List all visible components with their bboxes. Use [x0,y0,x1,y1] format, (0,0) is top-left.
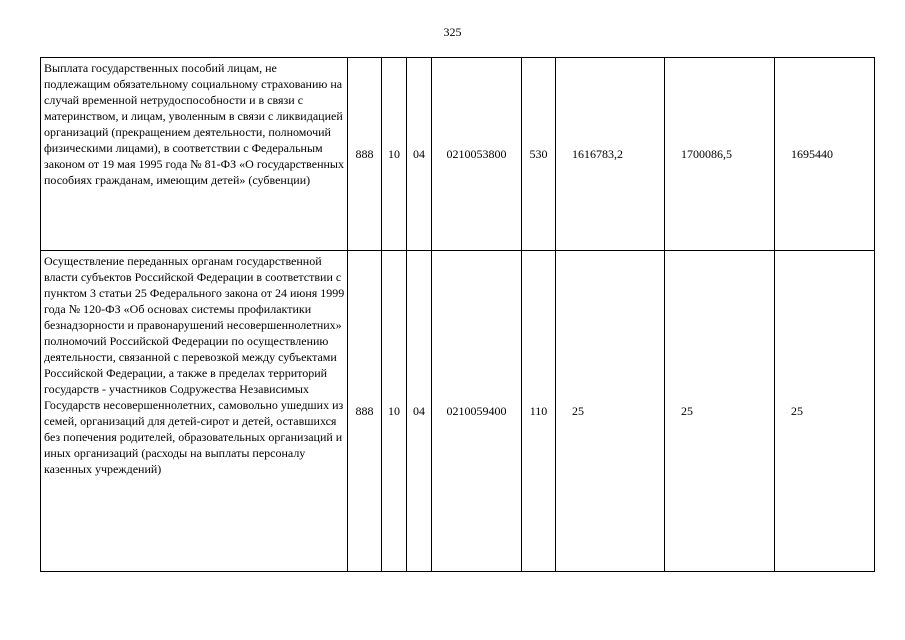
amount-year-2: 25 [665,251,775,572]
page-number: 325 [443,25,462,39]
amount-year-2: 1700086,5 [665,58,775,251]
target-article-code: 0210053800 [432,58,522,251]
amount-year-1: 25 [556,251,665,572]
subsection-code: 04 [407,58,432,251]
ministry-code: 888 [348,251,382,572]
table-row [41,58,875,251]
row-description: Выплата государственных пособий лицам, не подлежащим обязательному социальному страхованию на случай временной нетрудоспособности и в связи с материнством, и лицам, уволенным в связи с ликвидацией организаций (прекращением деятельности, полномочий физическими лицами), в соответствии с Федеральным законом от 19 мая 1995 года № 81-ФЗ «О государственных пособиях гражданам, имеющим детей» (субвенции) [41,58,348,251]
section-code: 10 [382,58,407,251]
expense-type-code: 530 [522,58,556,251]
amount-year-3: 25 [775,251,875,572]
expense-type-code: 110 [522,251,556,572]
row-description: Осуществление переданных органам государственной власти субъектов Российской Федерации в соответствии с пунктом 3 статьи 25 Федерального закона от 24 июня 1999 года № 120-ФЗ «Об основах системы профилактики безнадзорности и правонарушений несовершеннолетних» полномочий Российской Федерации по осуществлению деятельности, связанной с перевозкой между субъектами Российской Федерации, а также в пределах территорий государств - участников Содружества Независимых Государств несовершеннолетних, самовольно ушедших из семей, организаций для детей-сирот и детей, оставшихся без попечения родителей, образовательных организаций и иных организаций (расходы на выплаты персоналу казенных учреждений) [41,251,348,572]
section-code: 10 [382,251,407,572]
ministry-code: 888 [348,58,382,251]
table-row [41,251,875,572]
subsection-code: 04 [407,251,432,572]
amount-year-3: 1695440 [775,58,875,251]
amount-year-1: 1616783,2 [556,58,665,251]
budget-table [40,57,875,572]
target-article-code: 0210059400 [432,251,522,572]
